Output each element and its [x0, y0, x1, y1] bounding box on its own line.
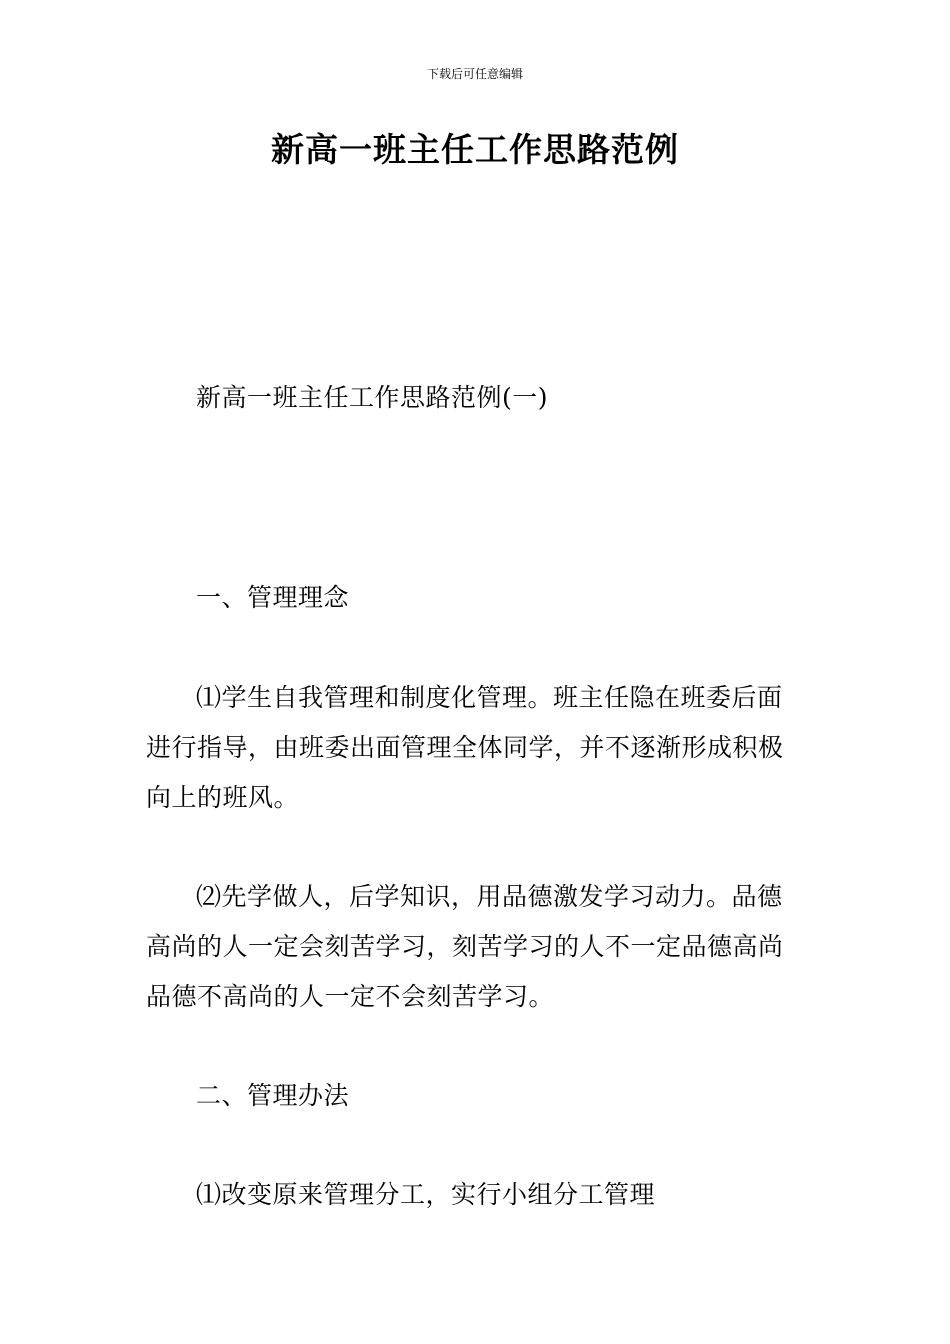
paragraph-line: 高尚的人一定会刻苦学习，刻苦学习的人不一定品德高尚 [146, 932, 784, 961]
paragraph-line: ⑴学生自我管理和制度化管理。班主任隐在班委后面 [196, 683, 783, 712]
paragraph-line: 向上的班风。 [146, 783, 300, 812]
section-heading-management-philosophy: 一、管理理念 [196, 583, 350, 612]
paragraph-line: 进行指导，由班委出面管理全体同学，并不逐渐形成积极 [146, 733, 784, 762]
section-heading-management-methods: 二、管理办法 [196, 1081, 350, 1110]
header-note: 下载后可任意编辑 [426, 67, 523, 81]
paragraph-line: ⑴改变原来管理分工，实行小组分工管理 [196, 1180, 656, 1209]
subtitle: 新高一班主任工作思路范例(一) [196, 383, 549, 412]
paragraph-line: ⑵先学做人，后学知识，用品德激发学习动力。品德 [196, 882, 783, 911]
paragraph-line: 品德不高尚的人一定不会刻苦学习。 [146, 982, 555, 1011]
document-title: 新高一班主任工作思路范例 [271, 130, 679, 169]
